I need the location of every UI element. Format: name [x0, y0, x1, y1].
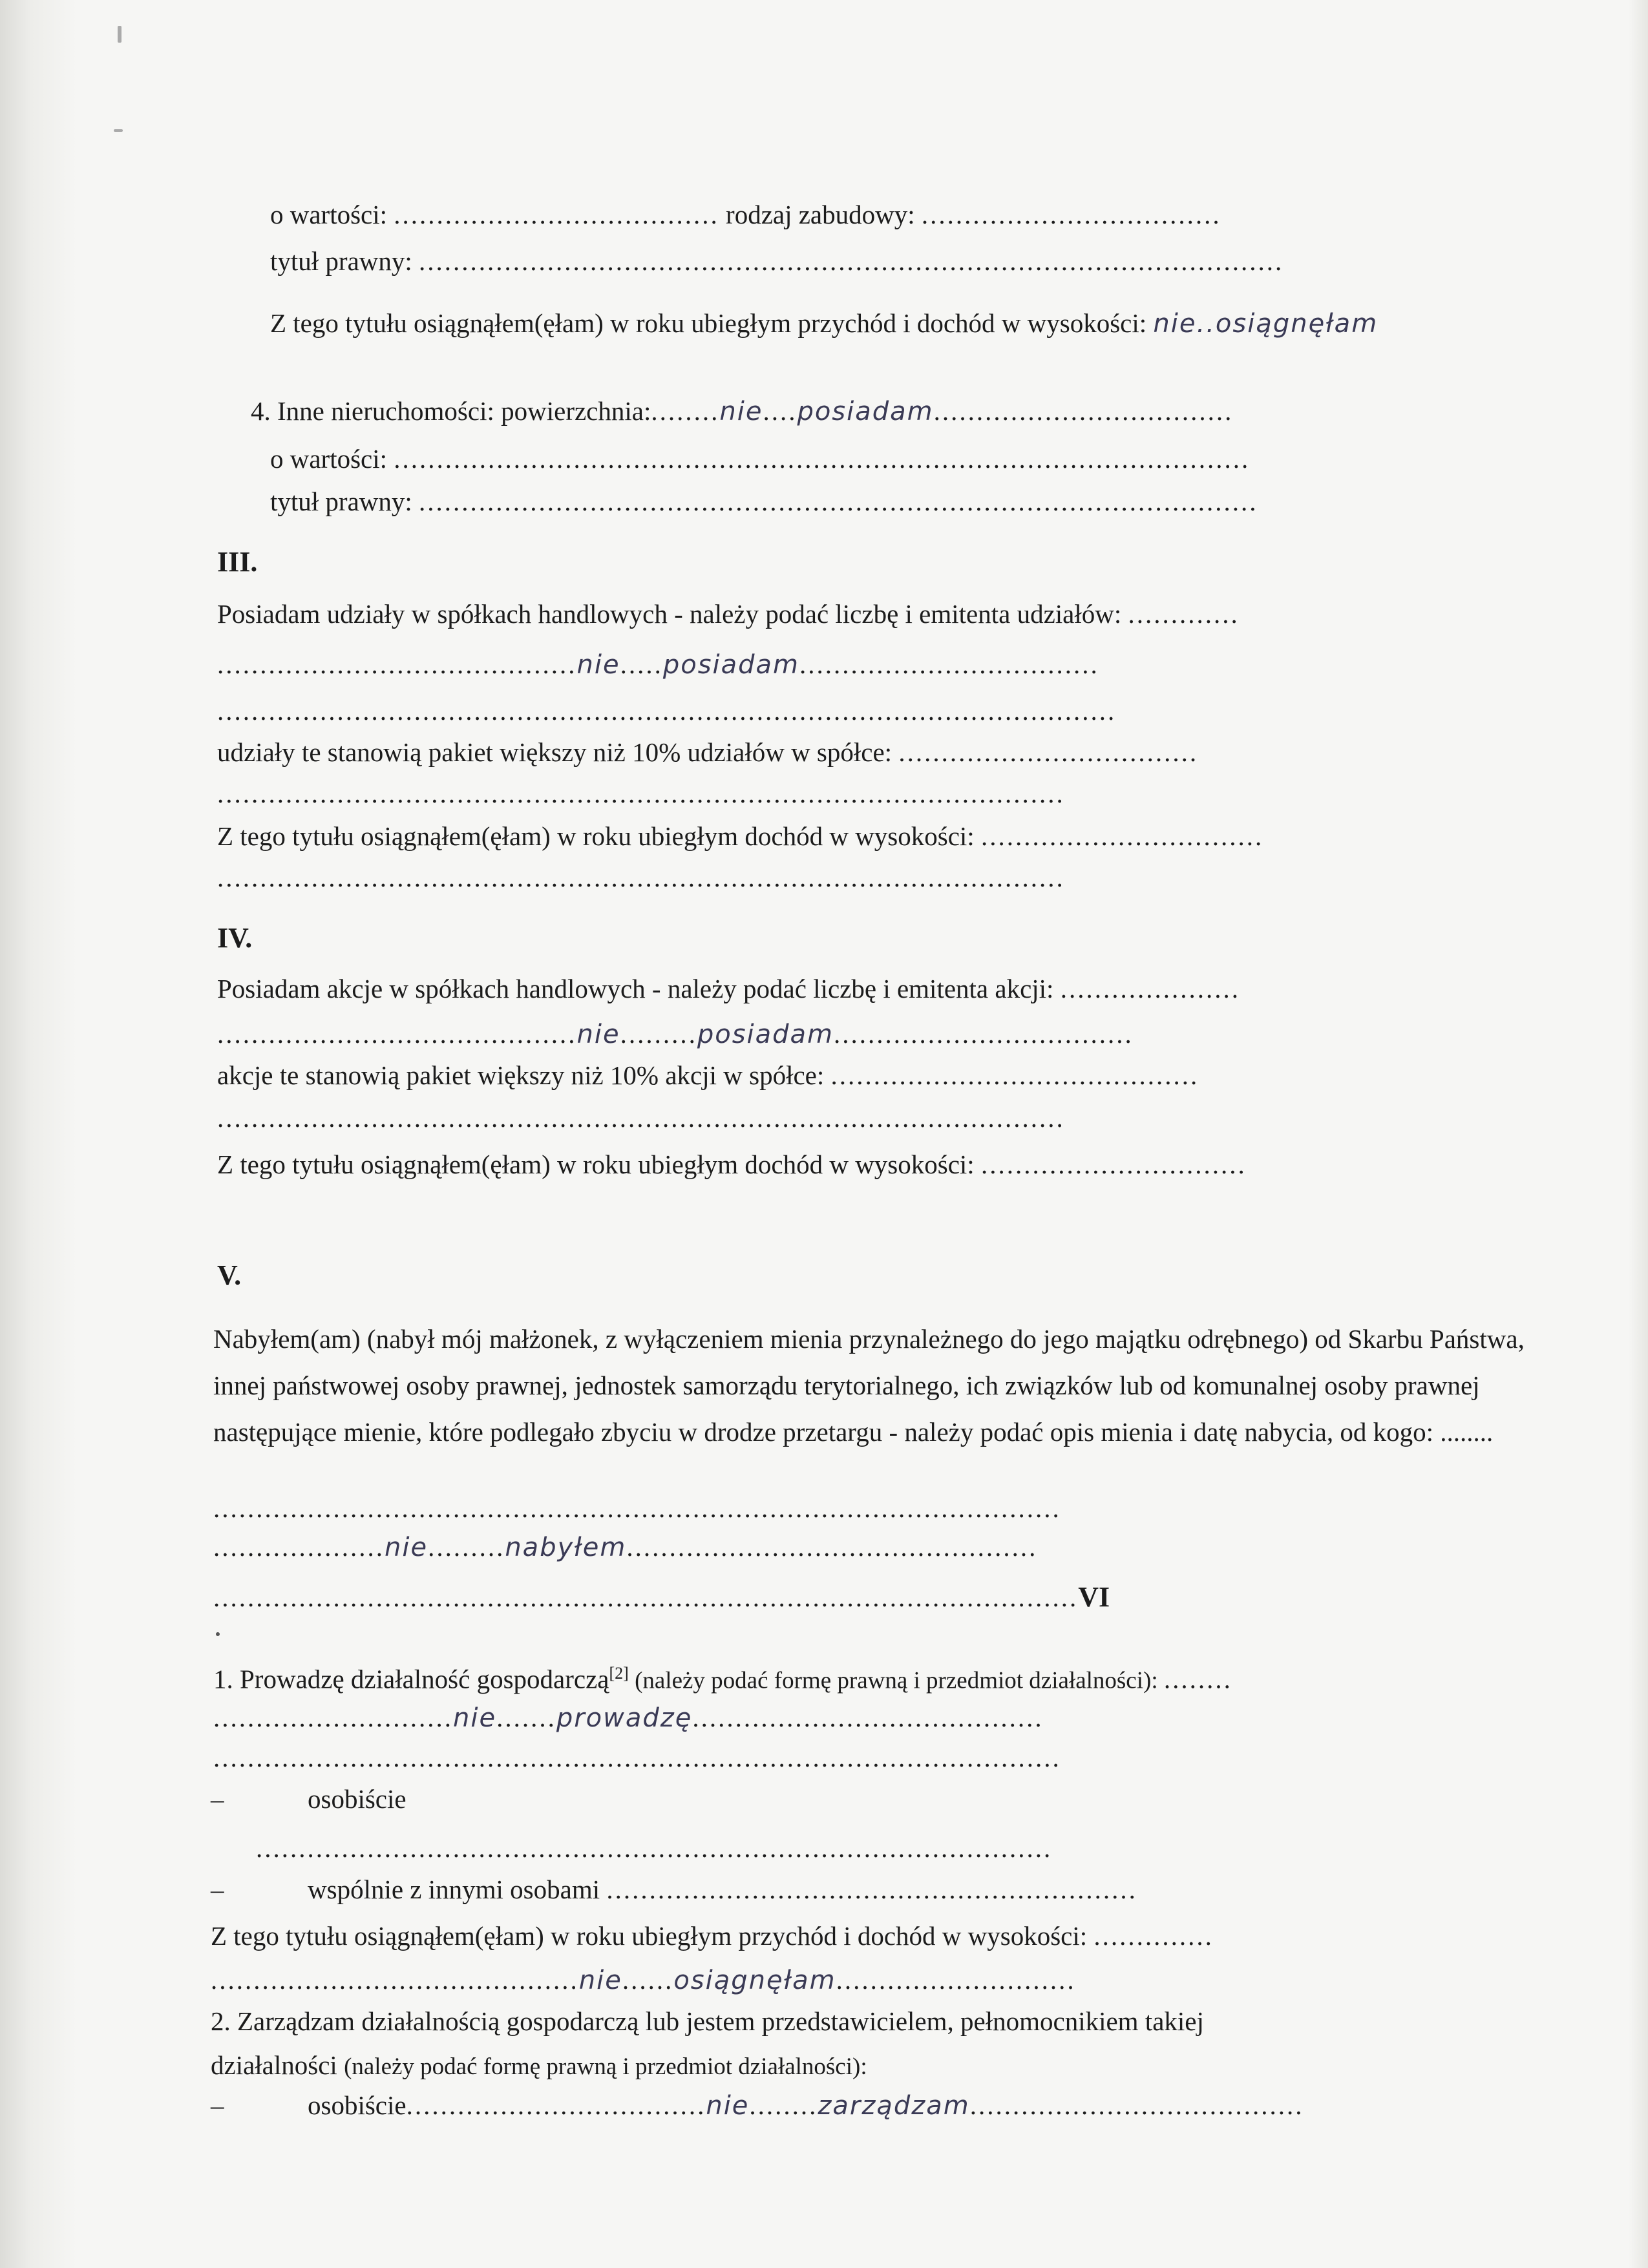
- dots: ............................: [213, 1703, 453, 1732]
- handwritten-no: nie: [706, 2091, 750, 2121]
- dots: ......: [622, 1965, 674, 1995]
- field-value: ....................................................................................................: [394, 444, 1251, 474]
- line-personally: [211, 1783, 407, 1814]
- label-legal-title: tytuł prawny:: [270, 487, 419, 516]
- label-stocks: Posiadam akcje w spółkach handlowych - należy podać liczbę i emitenta akcji:: [217, 974, 1061, 1003]
- line-jointly: [211, 1874, 1137, 1905]
- handwritten-answer: nabyłem: [505, 1533, 627, 1562]
- line-shares-10pct: [217, 737, 1198, 768]
- line-shares-answer: [217, 649, 1099, 680]
- label-income: Z tego tytułu osiągnąłem(ęłam) w roku ubiegłym dochód w wysokości:: [217, 821, 981, 851]
- dots: ....................: [213, 1532, 385, 1562]
- label-manage: 2. Zarządzam działalnością gospodarczą lub jestem przedstawicielem, pełnomocnikiem takiej: [211, 2006, 1204, 2036]
- dots: ...................................: [834, 1019, 1134, 1049]
- dots: .........................................: [692, 1703, 1044, 1732]
- label-building-type: rodzaj zabudowy:: [719, 200, 922, 229]
- label-value: o wartości:: [270, 444, 394, 474]
- dots: .................................: [980, 821, 1264, 851]
- handwritten-no: nie: [578, 1966, 622, 1995]
- label-jointly: wspólnie z innymi osobami: [308, 1874, 607, 1904]
- handwritten-answer: zarządzam: [818, 2091, 970, 2121]
- line-dots: [213, 1493, 1061, 1524]
- dots: .....: [620, 649, 663, 679]
- label-income: Z tego tytułu osiągnąłem(ęłam) w roku ubiegłym przychód i dochód w wysokości:: [270, 308, 1154, 338]
- line-dots: [217, 862, 1065, 893]
- dots: ....: [763, 396, 798, 426]
- section-heading-iv: IV.: [217, 922, 253, 954]
- label-other-property: 4. Inne nieruchomości: powierzchnia:: [251, 396, 651, 426]
- line-value-2: [270, 443, 1250, 474]
- dots: .....................................................................................................: [213, 1582, 1079, 1612]
- line-acquired-answer: [213, 1531, 1037, 1563]
- paragraph-section-v: Nabyłem(am) (nabył mój małżonek, z wyłączeniem mienia przynależnego do jego majątku odrębnego) od Skarbu Państwa, innej państwowej osoby prawnej, jednostek samorządu terytorialnego, ich związków lub od komunalnej osoby prawnej następujące mienie, które podlegało zbyciu w drodze przetargu - należy podać opis mienia i datę nabycia, od kogo: ........: [213, 1324, 1525, 1447]
- line-dots: [217, 695, 1116, 726]
- line-income-business: [211, 1920, 1214, 1951]
- footnote-ref: [2]: [609, 1664, 629, 1683]
- line-value-type: [270, 199, 1221, 230]
- line-dots: [217, 1102, 1065, 1133]
- line-dots: [217, 778, 1065, 809]
- scan-shadow-left: [0, 0, 78, 2268]
- handwritten-answer: posiadam: [662, 650, 800, 680]
- line-income-shares: [217, 821, 1263, 852]
- dots: ...................................: [799, 649, 1099, 679]
- dots: .........: [428, 1532, 505, 1562]
- line-business: [213, 1658, 1232, 1697]
- dots: ...........................................: [211, 1965, 579, 1995]
- line-dots: [256, 1832, 1052, 1864]
- handwritten-no: nie: [719, 397, 763, 426]
- line-income-1: [270, 308, 1378, 339]
- line-stocks-answer: [217, 1018, 1134, 1050]
- handwritten-answer: posiadam: [797, 397, 934, 426]
- dots: ...................................: [406, 2090, 706, 2120]
- dots: ...........................................: [830, 1060, 1199, 1090]
- handwritten-answer: posiadam: [697, 1020, 834, 1049]
- dots: ........: [749, 2090, 818, 2120]
- dots: ..........................................: [217, 1019, 577, 1049]
- field-value: ......................................: [394, 200, 719, 229]
- field-legal-title: ..................................................................................................: [419, 487, 1258, 516]
- dots: ...................................: [898, 737, 1199, 767]
- handwritten-answer: prowadzę: [556, 1703, 693, 1733]
- line-income-stocks: [217, 1149, 1247, 1180]
- handwritten-no: nie: [576, 650, 620, 680]
- dots: ................................................: [626, 1532, 1038, 1562]
- dots: ...............................: [980, 1150, 1247, 1179]
- dots: ........: [651, 396, 720, 426]
- line-income-business-answer: [211, 1964, 1076, 1996]
- dots: .......: [496, 1703, 556, 1732]
- line-manage-hint: [211, 2050, 867, 2083]
- line-stocks-10pct: [217, 1060, 1199, 1091]
- dots: ............................: [836, 1965, 1076, 1995]
- label-value: o wartości:: [270, 200, 394, 229]
- handwritten-answer: nie..osiągnęłam: [1153, 309, 1379, 339]
- line-dots: [213, 1742, 1061, 1773]
- dash: –: [211, 1784, 224, 1814]
- handwritten-answer: osiągnęłam: [673, 1966, 836, 1995]
- dots: ...................................................................................................: [217, 1103, 1065, 1133]
- label-business-hint: (należy podać formę prawną i przedmiot działalności):: [628, 1667, 1164, 1694]
- dots: ...................................................................................................: [217, 779, 1065, 808]
- label-personally: osobiście: [308, 1784, 407, 1814]
- line-other-property: [251, 395, 1233, 427]
- label-manage-hint: (należy podać formę prawną i przedmiot działalności):: [344, 2053, 867, 2080]
- line-manage: [211, 2006, 1204, 2037]
- dots: .........: [620, 1019, 697, 1049]
- line-stocks: [217, 973, 1240, 1004]
- dash: –: [211, 1874, 224, 1904]
- dots: ..............................................................: [606, 1874, 1137, 1904]
- label-shares: Posiadam udziały w spółkach handlowych - należy podać liczbę i emitenta udziałów:: [217, 599, 1128, 629]
- handwritten-no: nie: [576, 1020, 620, 1049]
- label-personally: osobiście: [308, 2090, 407, 2120]
- line-legal-title: [270, 246, 1284, 277]
- label-legal-title: tytuł prawny:: [270, 246, 419, 276]
- heading-dot: [216, 1632, 220, 1636]
- dots: ..............: [1093, 1921, 1214, 1951]
- handwritten-no: nie: [453, 1703, 497, 1733]
- dots: .....................: [1060, 974, 1240, 1003]
- field-legal-title: .....................................................................................................: [419, 246, 1284, 276]
- dots: ........: [1163, 1664, 1232, 1694]
- section-heading-vi: VI: [1078, 1581, 1110, 1613]
- field-building-type: ...................................: [921, 200, 1221, 229]
- scan-mark-left: [114, 129, 123, 132]
- label-shares-10pct: udziały te stanowią pakiet większy niż 10% udziałów w spółce:: [217, 737, 899, 767]
- line-legal-title-2: [270, 486, 1258, 517]
- label-stocks-10pct: akcje te stanowią pakiet większy niż 10% akcji w spółce:: [217, 1060, 831, 1090]
- line-business-answer: [213, 1702, 1044, 1734]
- line-manage-personally: [211, 2090, 1304, 2121]
- section-heading-iii: III.: [217, 546, 258, 578]
- dots: .............................................................................................: [256, 1833, 1053, 1863]
- dots: ...................................: [933, 396, 1234, 426]
- label-income: Z tego tytułu osiągnąłem(ęłam) w roku ubiegłym przychód i dochód w wysokości:: [211, 1921, 1094, 1951]
- dots: ...................................................................................................: [213, 1493, 1061, 1523]
- section-heading-v: V.: [217, 1259, 242, 1291]
- scan-shadow-right: [1629, 0, 1648, 2268]
- dots: .......................................: [969, 2090, 1304, 2120]
- dots: ...................................................................................................: [217, 863, 1065, 892]
- label-business: 1. Prowadzę działalność gospodarczą: [213, 1664, 609, 1694]
- scan-mark-top: [118, 26, 121, 43]
- dots: .........................................................................................................: [217, 696, 1117, 726]
- dots: .............: [1128, 599, 1240, 629]
- dots: ...................................................................................................: [213, 1743, 1061, 1772]
- line-dots-vi: [213, 1582, 1110, 1613]
- dash: –: [211, 2090, 224, 2120]
- handwritten-no: nie: [385, 1533, 428, 1562]
- dots: ..........................................: [217, 649, 577, 679]
- label-income: Z tego tytułu osiągnąłem(ęłam) w roku ubiegłym dochód w wysokości:: [217, 1150, 981, 1179]
- line-shares: [217, 598, 1240, 629]
- label-activity: działalności: [211, 2050, 344, 2080]
